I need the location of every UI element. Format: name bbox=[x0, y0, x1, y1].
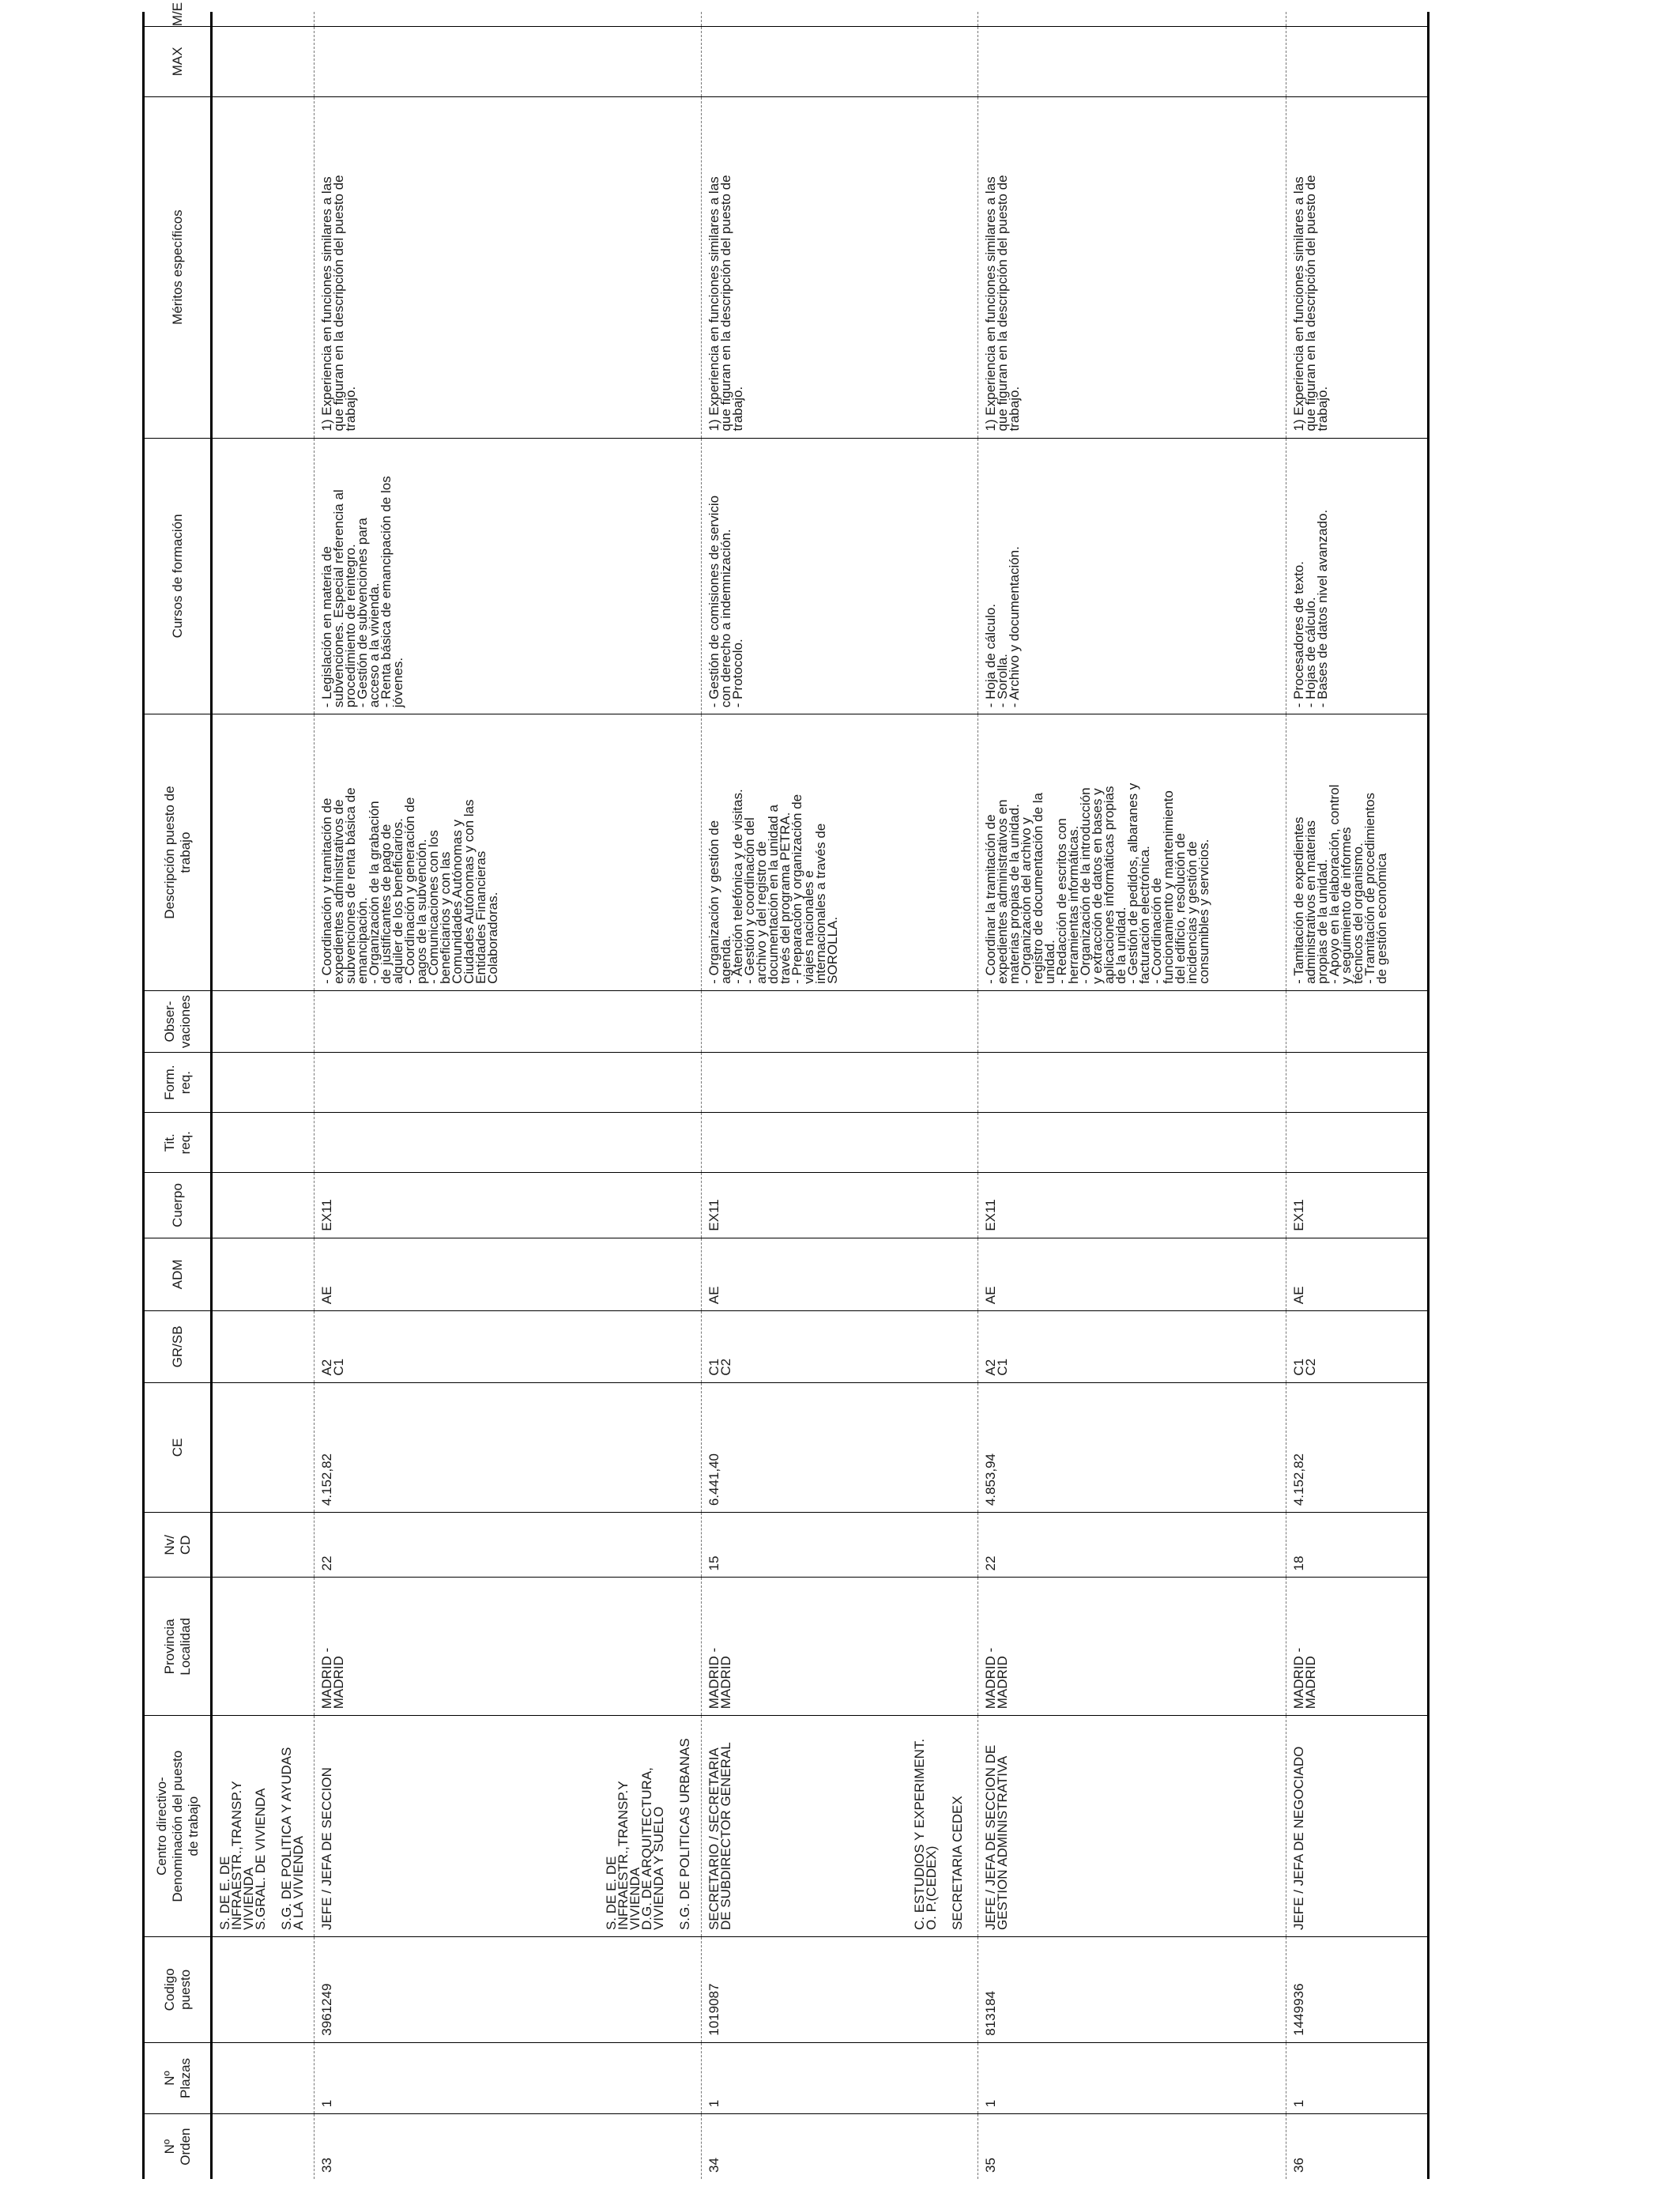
header-descripcion: Descripción puesto de trabajo bbox=[144, 714, 212, 991]
codigo: 1019087 bbox=[702, 1937, 907, 2043]
descripcion: - Tamitación de expedientes administrativos en materias propias de la unidad. - Apoyo en la elaboración, control y seguimiento de informes técnicos del organismo. - Tramitación de procedimientos de gestión económica bbox=[1286, 714, 1429, 991]
codigo: 1449936 bbox=[1286, 1937, 1429, 2043]
provincia: MADRID - MADRID bbox=[1286, 1578, 1429, 1716]
cursos: - Procesadores de texto. - Hojas de cálculo. - Bases de datos nivel avanzado. bbox=[1286, 438, 1429, 714]
group-row bbox=[599, 12, 702, 2179]
cuerpo: EX11 bbox=[978, 1173, 1286, 1238]
table-row bbox=[315, 12, 599, 2179]
plazas: 1 bbox=[1286, 2042, 1429, 2114]
group-2-subdireccion: S.G. DE POLITICAS URBANAS bbox=[676, 1738, 692, 1931]
gr: A2 C1 bbox=[978, 1311, 1286, 1383]
header-nivel: Nv/ CD bbox=[144, 1513, 212, 1578]
header-plazas: Nº Plazas bbox=[144, 2042, 212, 2114]
table-row bbox=[978, 12, 1286, 2179]
table-header bbox=[144, 2, 212, 2179]
header-adm: ADM bbox=[144, 1238, 212, 1311]
group-row bbox=[212, 12, 315, 2179]
orden: 33 bbox=[315, 2114, 599, 2179]
meritos: 1) Experiencia en funciones similares a las que figuran en la descripción del puesto de trabajo. bbox=[1286, 96, 1429, 438]
adm: AE bbox=[1286, 1238, 1429, 1311]
group-1-centro: S. DE E. DE INFRAESTR.,TRANSP.Y VIVIENDA S.GRAL. DE VIVIENDA bbox=[217, 1781, 268, 1931]
plazas: 1 bbox=[702, 2042, 907, 2114]
group-2-centro: S. DE E. DE INFRAESTR.,TRANSP.Y VIVIENDA D.G. DE ARQUITECTURA, VIVIENDA Y SUELO bbox=[603, 1767, 666, 1931]
adm: AE bbox=[702, 1238, 907, 1311]
denominacion: SECRETARIO / SECRETARIA DE SUBDIRECTOR GENERAL bbox=[702, 1716, 907, 1937]
header-me: M/E bbox=[144, 12, 212, 27]
provincia: MADRID - MADRID bbox=[978, 1578, 1286, 1716]
ce: 6.441,40 bbox=[702, 1382, 907, 1513]
header-meritos: Méritos específicos bbox=[144, 96, 212, 438]
meritos: 1) Experiencia en funciones similares a las que figuran en la descripción del puesto de trabajo. bbox=[315, 96, 599, 438]
nivel: 22 bbox=[978, 1513, 1286, 1578]
header-orden: Nº Orden bbox=[144, 2114, 212, 2179]
orden: 36 bbox=[1286, 2114, 1429, 2179]
gr: C1 C2 bbox=[1286, 1311, 1429, 1383]
table-row bbox=[702, 12, 907, 2179]
descripcion: - Organización y gestión de agenda. - Atención telefónica y de visitas. - Gestión y coordinación del archivo y del registro de documentación en la unidad a través del programa PETRA. - Preparación y organización de viajes nacionales e internacionales a través de SOROLLA. bbox=[702, 714, 907, 991]
cursos: - Legislación en materia de subvenciones. Especial referencia al procedimiento de reintegro. - Gestión de subvenciones para acceso a la vivienda. - Renta básica de emancipación de los jóvenes. bbox=[315, 438, 599, 714]
ce: 4.853,94 bbox=[978, 1382, 1286, 1513]
header-gr: GR/SB bbox=[144, 1311, 212, 1383]
nivel: 15 bbox=[702, 1513, 907, 1578]
nivel: 18 bbox=[1286, 1513, 1429, 1578]
provincia: MADRID - MADRID bbox=[702, 1578, 907, 1716]
plazas: 1 bbox=[315, 2042, 599, 2114]
orden: 35 bbox=[978, 2114, 1286, 2179]
cuerpo: EX11 bbox=[702, 1173, 907, 1238]
group-1-subdireccion: S.G. DE POLITICA Y AYUDAS A LA VIVIENDA bbox=[279, 1747, 306, 1931]
nivel: 22 bbox=[315, 1513, 599, 1578]
gr: C1 C2 bbox=[702, 1311, 907, 1383]
header-max: MAX bbox=[144, 27, 212, 96]
job-listing-table bbox=[142, 2, 1430, 2179]
denominacion: JEFE / JEFA DE NEGOCIADO bbox=[1286, 1716, 1429, 1937]
header-tit: Tit. req. bbox=[144, 1113, 212, 1173]
provincia: MADRID - MADRID bbox=[315, 1578, 599, 1716]
ce: 4.152,82 bbox=[1286, 1382, 1429, 1513]
header-cursos: Cursos de formación bbox=[144, 438, 212, 714]
cursos: - Hoja de cálculo. - Sorolla. - Archivo y documentación. bbox=[978, 438, 1286, 714]
header-cuerpo: Cuerpo bbox=[144, 1173, 212, 1238]
descripcion: - Coordinar la tramitación de expedientes administrativos en materias propias de la unidad. - Organización del archivo y registro de documentación de la unidad. - Redacción de escritos con herramientas informáticas. - Organización de la introducción y extracción de datos en bases y aplicaciones informáticas propias de la unidad. - Gestión de pedidos, albaranes y facturación electrónica. - Coordinación de funcionamiento y mantenimiento del edificio, resolución de incidencias y gestión de consumibles y servicios. bbox=[978, 714, 1286, 991]
descripcion: - Coordinación y tramitación de expedientes administrativos de subvenciones de renta básica de emancipación. - Organización de la grabación de justificantes de pago de alquiler de los beneficiarios. - Coordinación y generación de pagos de la subvención. - Comunicaciones con los beneficiarios y con las Comunidades Autónomas y Ciudades Autónomas y con las Entidades Financieras Colaboradoras. bbox=[315, 714, 599, 991]
meritos: 1) Experiencia en funciones similares a las que figuran en la descripción del puesto de trabajo. bbox=[702, 96, 907, 438]
codigo: 813184 bbox=[978, 1937, 1286, 2043]
header-provincia: Provincia Localidad bbox=[144, 1578, 212, 1716]
header-form: Form. req. bbox=[144, 1053, 212, 1113]
meritos: 1) Experiencia en funciones similares a las que figuran en la descripción del puesto de trabajo. bbox=[978, 96, 1286, 438]
denominacion: JEFE / JEFA DE SECCION bbox=[315, 1716, 599, 1937]
gr: A2 C1 bbox=[315, 1311, 599, 1383]
header-codigo: Codigo puesto bbox=[144, 1937, 212, 2043]
cuerpo: EX11 bbox=[1286, 1173, 1429, 1238]
ce: 4.152,82 bbox=[315, 1382, 599, 1513]
header-centro: Centro directivo- Denominación del puesto de trabajo bbox=[144, 1716, 212, 1937]
denominacion: JEFE / JEFA DE SECCION DE GESTION ADMINISTRATIVA bbox=[978, 1716, 1286, 1937]
orden: 34 bbox=[702, 2114, 907, 2179]
plazas: 1 bbox=[978, 2042, 1286, 2114]
cursos: - Gestión de comisiones de servicio con derecho a indemnización. - Protocolo. bbox=[702, 438, 907, 714]
group-3-subdireccion: SECRETARIA CEDEX bbox=[949, 1796, 965, 1931]
group-row bbox=[907, 12, 978, 2179]
adm: AE bbox=[978, 1238, 1286, 1311]
header-ce: CE bbox=[144, 1382, 212, 1513]
header-obs: Obser- vaciones bbox=[144, 990, 212, 1052]
group-3-centro: C. ESTUDIOS Y EXPERIMENT. O. P.(CEDEX) bbox=[911, 1738, 939, 1931]
adm: AE bbox=[315, 1238, 599, 1311]
table-row bbox=[1286, 12, 1429, 2179]
codigo: 3961249 bbox=[315, 1937, 599, 2043]
cuerpo: EX11 bbox=[315, 1173, 599, 1238]
